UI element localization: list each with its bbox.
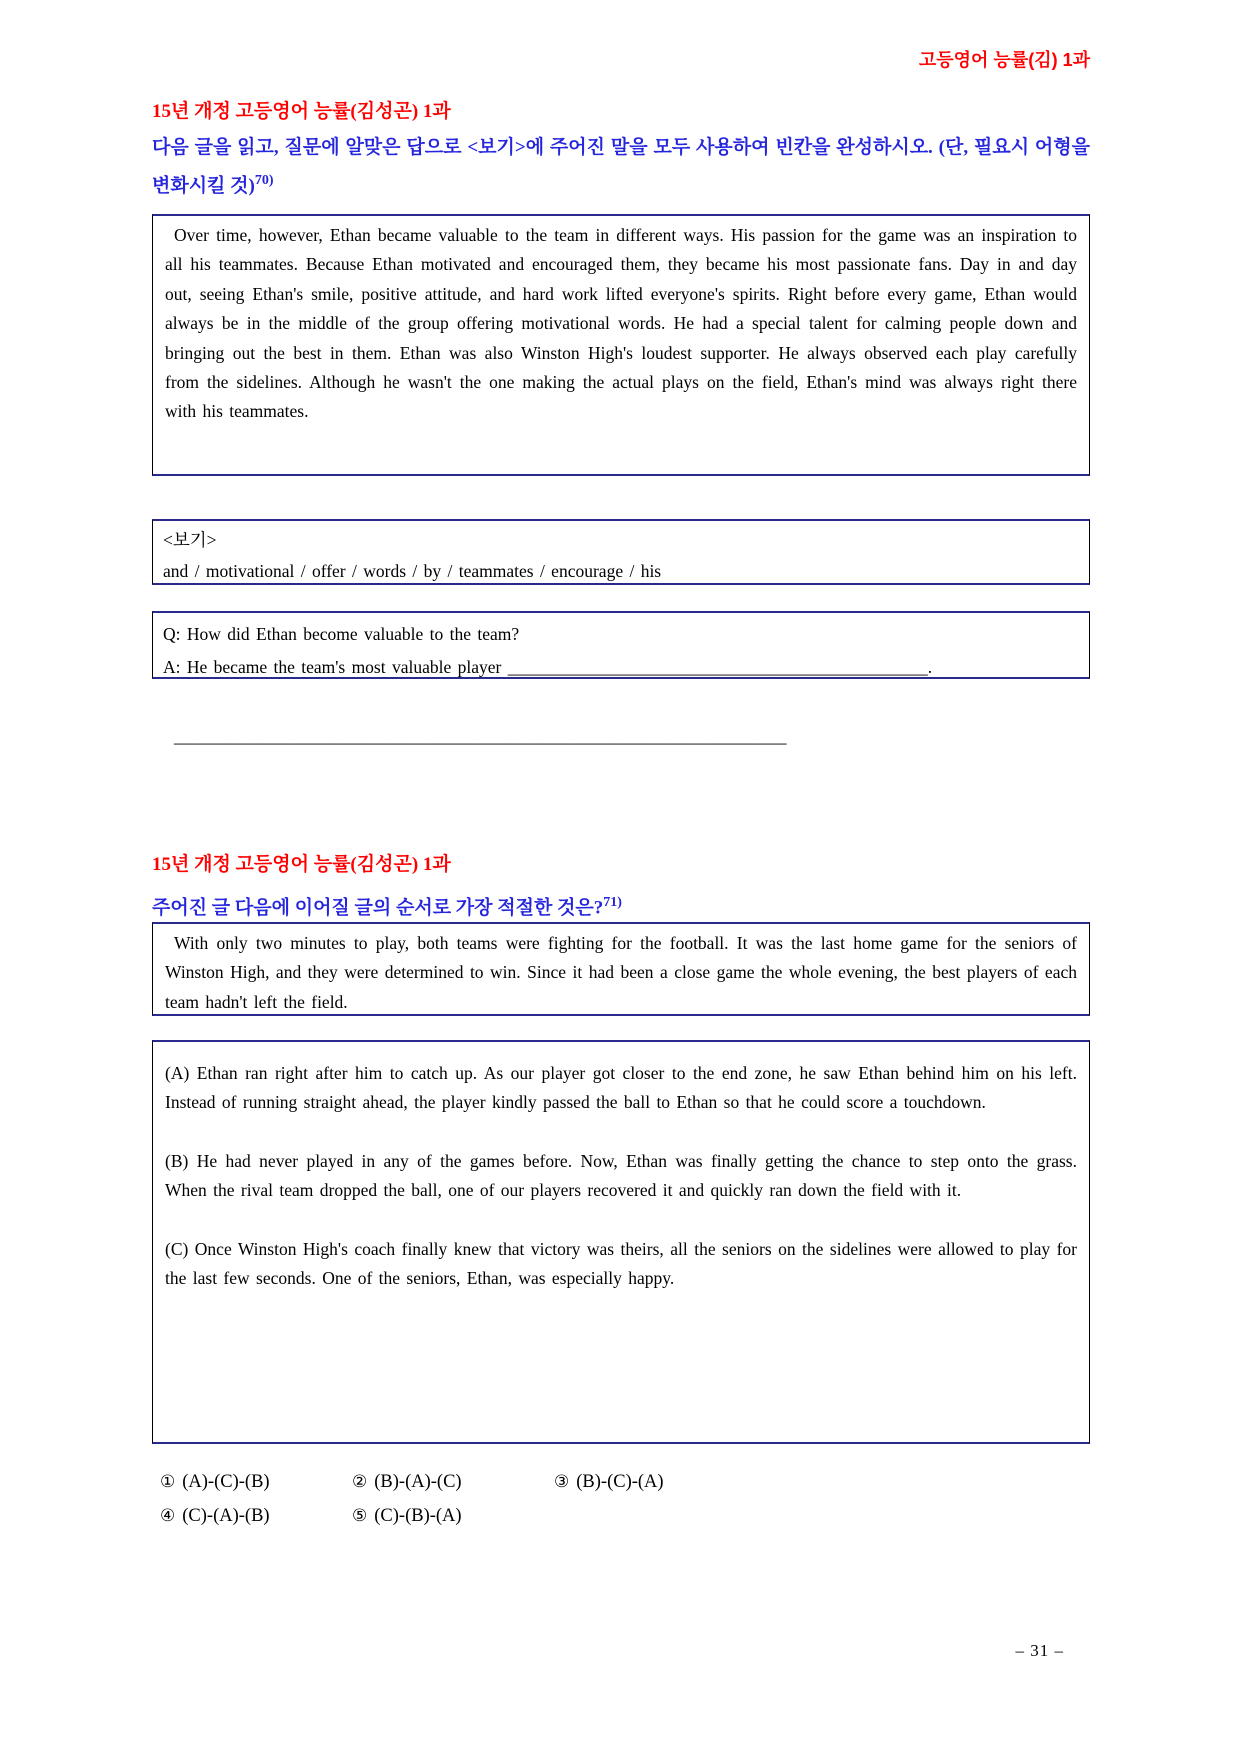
page-header: 고등영어 능률(김) 1과: [918, 50, 1090, 70]
option-2-text: (B)-(A)-(C): [374, 1472, 462, 1492]
q70-passage-text: Over time, however, Ethan became valuable to the team in different ways. His passion for the game was an inspiration to all his teammates. Because Ethan motivated and encouraged them, they became his most passionate fans. Day in and day out, seeing Ethan's smile, positive attitude, and hard work lifted everyone's spirits. Right before every game, Ethan would always be in the middle of the group offering motivational words. He had a special talent for calming people down and bringing out the best in them. Ethan was also Winston High's loudest supporter. He always observed each play carefully from the sidelines. Although he wasn't the one making the actual plays on the field, Ethan's mind was always right there with his teammates.: [165, 225, 1077, 422]
q70-section-title: 15년 개정 고등영어 능률(김성곤) 1과: [152, 101, 451, 122]
q71-abc-box: [152, 1040, 1090, 1444]
option-5-text: (C)-(B)-(A): [374, 1506, 462, 1526]
option-5[interactable]: [352, 1504, 554, 1529]
q71-answer-options: [160, 1470, 860, 1529]
option-1-text: (A)-(C)-(B): [182, 1472, 270, 1492]
option-3-number: ③: [554, 1472, 570, 1492]
option-1[interactable]: [160, 1470, 352, 1495]
option-4-text: (C)-(A)-(B): [182, 1506, 270, 1526]
qa-answer-prefix: A: He became the team's most valuable player: [163, 657, 508, 677]
page-number: – 31 –: [1015, 1641, 1064, 1660]
option-2[interactable]: [352, 1470, 554, 1495]
option-1-number: ①: [160, 1472, 176, 1492]
q70-instruction: [152, 131, 1090, 202]
q71-question: [152, 886, 1090, 924]
word-bank-words: and / motivational / offer / words / by / teammates / encourage / his: [163, 561, 662, 581]
word-bank-label: <보기>: [163, 530, 217, 550]
q71-given-passage-text: With only two minutes to play, both teams were fighting for the football. It was the last home game for the seniors of Winston High, and they were determined to win. Since it had been a close game the whole evening, the best players of each team hadn't left the field.: [165, 933, 1077, 1012]
q71-section-title: 15년 개정 고등영어 능률(김성곤) 1과: [152, 854, 451, 875]
q71-question-text: 주어진 글 다음에 이어질 글의 순서로 가장 적절한 것은?: [152, 897, 604, 919]
q71-given-passage-box: [152, 922, 1090, 1016]
write-answer-blank-line[interactable]: ______________________________________________________________________: [174, 726, 787, 746]
q70-qa-box: [152, 611, 1090, 679]
paragraph-C: (C) Once Winston High's coach finally knew that victory was theirs, all the seniors on the sidelines were allowed to play for the last few seconds. One of the seniors, Ethan, was especially happy.: [165, 1238, 1077, 1289]
option-5-number: ⑤: [352, 1506, 368, 1526]
paragraph-A: (A) Ethan ran right after him to catch up. As our player got closer to the end zone, he saw Ethan behind him on his left. Instead of running straight ahead, the player kindly passed the ball to Ethan so that he could score a touchdown.: [165, 1063, 1077, 1113]
qa-question-line: Q: How did Ethan become valuable to the team?: [163, 624, 520, 644]
option-2-number: ②: [352, 1472, 368, 1492]
option-3-text: (B)-(C)-(A): [576, 1472, 664, 1492]
option-3[interactable]: [554, 1470, 860, 1495]
q70-passage-box: [152, 214, 1090, 476]
paragraph-B: (B) He had never played in any of the games before. Now, Ethan was finally getting the chance to step onto the grass. When the rival team dropped the ball, one of our players recovered it and quickly ran down the field with it.: [165, 1150, 1077, 1201]
option-4-number: ④: [160, 1506, 176, 1526]
qa-answer-blank[interactable]: ________________________________________________: [507, 657, 928, 677]
q71-footnote-number: 71): [603, 895, 622, 910]
qa-answer-line: [163, 651, 1079, 684]
qa-answer-period: .: [927, 657, 933, 677]
q70-footnote-number: 70): [254, 173, 274, 188]
option-4[interactable]: [160, 1504, 352, 1529]
q70-instruction-text: 다음 글을 읽고, 질문에 알맞은 답으로 <보기>에 주어진 말을 모두 사용하여 빈칸을 완성하시오. (단, 필요시 어형을 변화시킬 것): [152, 137, 1090, 197]
q70-word-bank-box: [152, 519, 1090, 585]
